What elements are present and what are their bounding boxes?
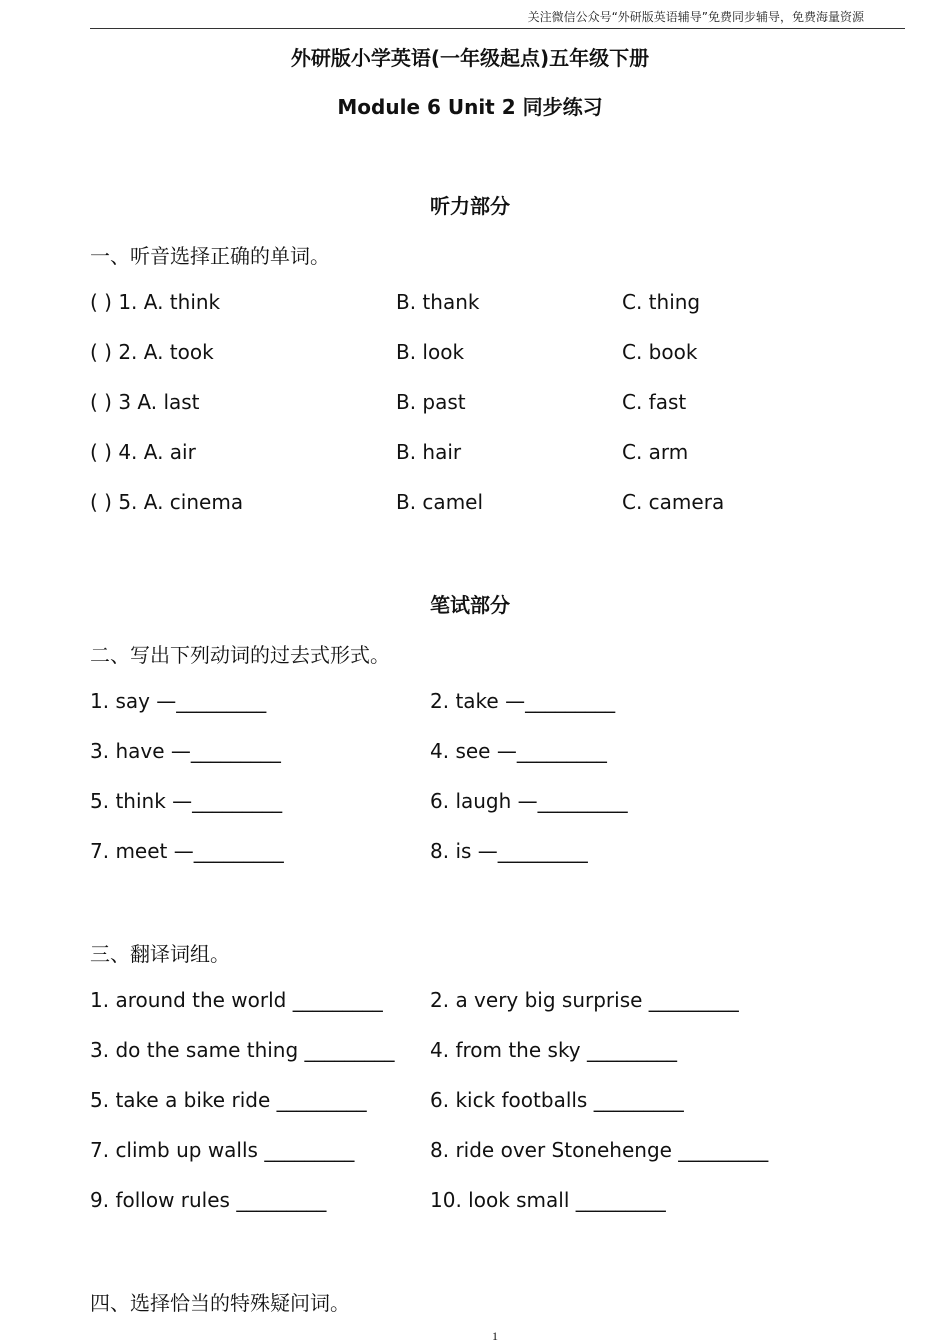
phrase-item: 6. kick footballs _________ — [430, 1088, 684, 1112]
option-b: B. camel — [396, 490, 484, 514]
option-a: ( ) 5. A. cinema — [90, 490, 244, 514]
part2-instruction: 二、写出下列动词的过去式形式。 — [90, 643, 390, 667]
verb-item: 7. meet —_________ — [90, 839, 284, 863]
verb-item: 5. think —_________ — [90, 789, 283, 813]
verb-item: 3. have —_________ — [90, 739, 281, 763]
phrase-item: 9. follow rules _________ — [90, 1188, 327, 1212]
header-rule — [90, 28, 905, 29]
phrase-row — [90, 1088, 910, 1118]
verb-item: 6. laugh —_________ — [430, 789, 628, 813]
option-b: B. look — [396, 340, 465, 364]
part3-instruction: 三、翻译词组。 — [90, 942, 230, 966]
phrase-item: 3. do the same thing _________ — [90, 1038, 395, 1062]
verb-item: 4. see —_________ — [430, 739, 607, 763]
phrase-item: 4. from the sky _________ — [430, 1038, 678, 1062]
option-c: C. fast — [622, 390, 687, 414]
option-a: ( ) 3 A. last — [90, 390, 200, 414]
phrase-row — [90, 1188, 910, 1218]
phrase-item: 7. climb up walls _________ — [90, 1138, 355, 1162]
option-b: B. hair — [396, 440, 462, 464]
page-number: 1 — [492, 1329, 498, 1343]
verb-item: 1. say —_________ — [90, 689, 267, 713]
phrase-row — [90, 1138, 910, 1168]
phrase-item: 5. take a bike ride _________ — [90, 1088, 367, 1112]
verb-row — [90, 839, 910, 869]
part4-instruction: 四、选择恰当的特殊疑问词。 — [90, 1291, 350, 1315]
verb-item: 2. take —_________ — [430, 689, 616, 713]
option-c: C. camera — [622, 490, 725, 514]
listening-item — [90, 390, 910, 420]
phrase-item: 1. around the world _________ — [90, 988, 383, 1012]
listening-heading: 听力部分 — [430, 194, 510, 218]
listening-instruction: 一、听音选择正确的单词。 — [90, 244, 330, 268]
verb-row — [90, 689, 910, 719]
option-a: ( ) 1. A. think — [90, 290, 221, 314]
phrase-item: 8. ride over Stonehenge _________ — [430, 1138, 769, 1162]
option-a: ( ) 4. A. air — [90, 440, 196, 464]
phrase-item: 2. a very big surprise _________ — [430, 988, 739, 1012]
written-heading: 笔试部分 — [430, 593, 510, 617]
phrase-row — [90, 1038, 910, 1068]
option-b: B. thank — [396, 290, 480, 314]
phrase-row — [90, 988, 910, 1018]
verb-row — [90, 739, 910, 769]
worksheet-title: 外研版小学英语(一年级起点)五年级下册 — [290, 46, 650, 70]
listening-item — [90, 490, 910, 520]
option-c: C. arm — [622, 440, 689, 464]
listening-item — [90, 440, 910, 470]
header-note: 关注微信公众号“外研版英语辅导”免费同步辅导，免费海量资源 — [527, 10, 864, 24]
worksheet-subtitle: Module 6 Unit 2 同步练习 — [337, 95, 603, 119]
option-c: C. book — [622, 340, 698, 364]
option-b: B. past — [396, 390, 466, 414]
option-a: ( ) 2. A. took — [90, 340, 214, 364]
listening-item — [90, 290, 910, 320]
listening-item — [90, 340, 910, 370]
option-c: C. thing — [622, 290, 701, 314]
phrase-item: 10. look small _________ — [430, 1188, 666, 1212]
verb-item: 8. is —_________ — [430, 839, 588, 863]
verb-row — [90, 789, 910, 819]
